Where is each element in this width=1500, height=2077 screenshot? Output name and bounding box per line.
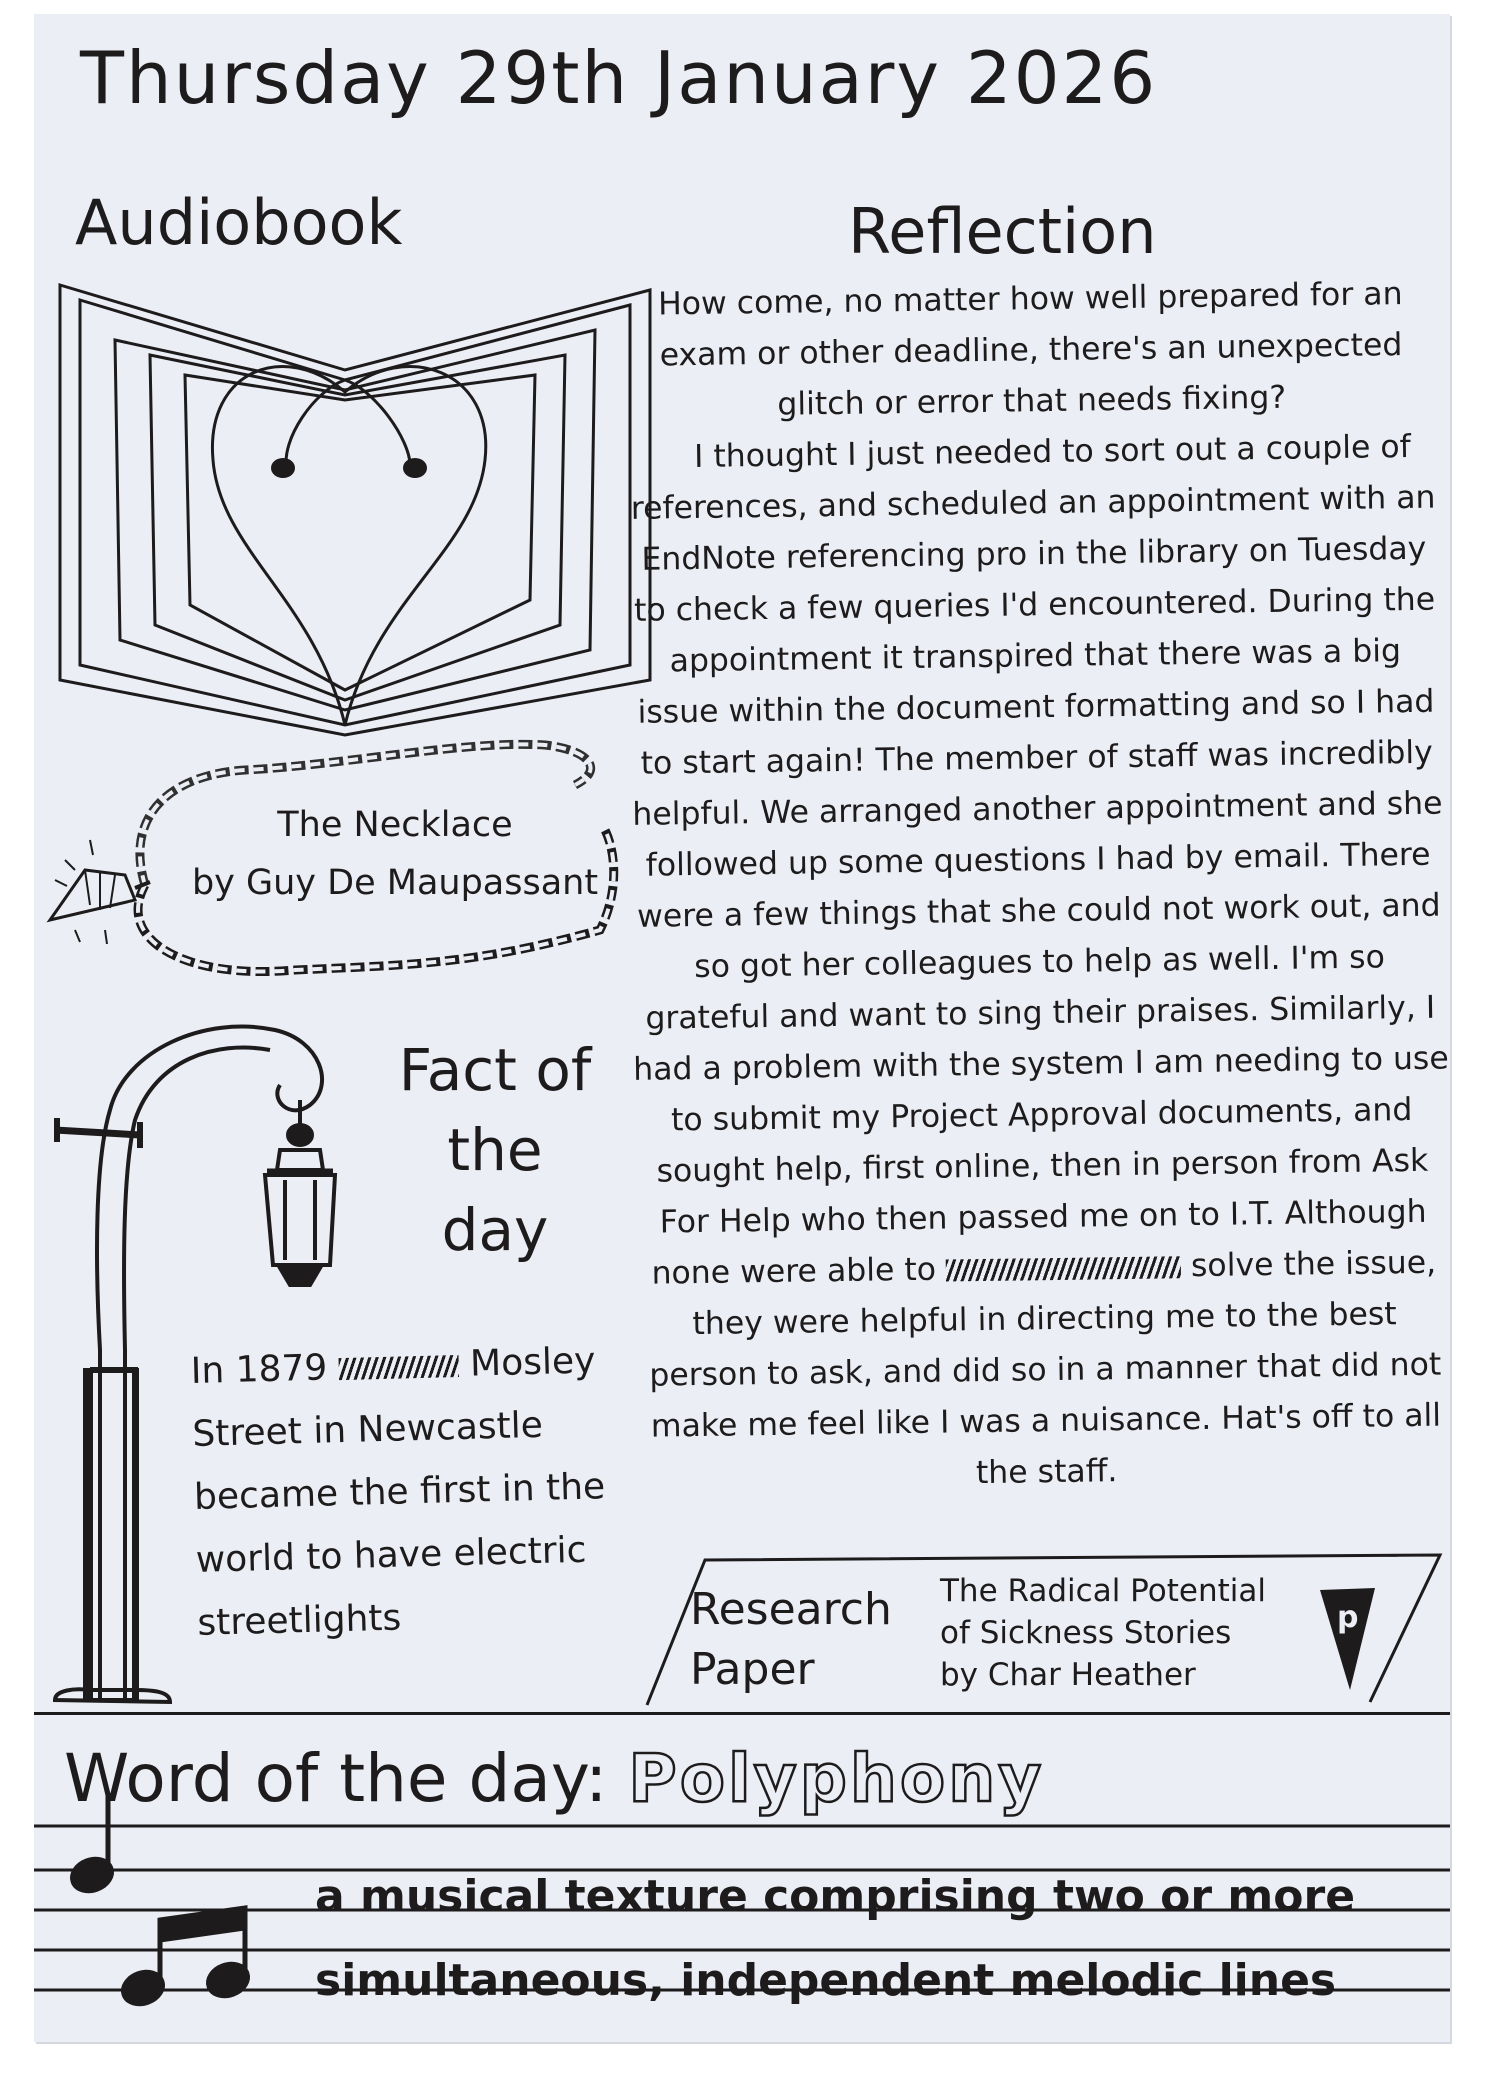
audiobook-title-block <box>175 796 615 912</box>
word-definition-line2: simultaneous, independent melodic lines <box>315 1955 1337 2006</box>
research-label-line1: Research <box>690 1584 892 1635</box>
reflection-paragraph-2-part1: I thought I just needed to sort out a couple of references, and scheduled an appointment with an EndNote referencing pro in the library on Tuesday to check a few queries I'd encountered. During the appointment it transpired that there was a big issue within the document formatting and so I had to start again! The member of staff was incredibly helpful. We arranged another appointment and she followed up some questions I had by email. There were a few things that she could not work out, and so got her colleagues to help as well. I'm so grateful and want to sing their praises. Similarly, I had a problem with the system I am needing to use to submit my Project Approval documents, and sought help, first online, then in person from Ask For Help who then passed me on to I.T. Although none were able to <box>630 428 1449 1292</box>
audiobook-title: The Necklace <box>277 805 513 845</box>
reflection-paragraph-2 <box>622 422 1457 1504</box>
word-definition-line1: a musical texture comprising two or more <box>315 1871 1356 1922</box>
music-note-icon <box>40 1790 280 2010</box>
reflection-body <box>620 269 1457 1504</box>
fact-text <box>190 1328 648 1655</box>
book-heart-earphones-icon <box>55 280 655 740</box>
crossed-out-scribble <box>946 1256 1181 1281</box>
research-paper-info <box>940 1570 1266 1696</box>
fact-heading <box>380 1030 610 1270</box>
research-paper-title-line2: of Sickness Stories <box>940 1615 1232 1651</box>
crossed-out-scribble <box>338 1355 459 1380</box>
word-definition <box>315 1855 1355 2023</box>
reflection-heading: Reflection <box>848 195 1157 268</box>
research-badge-icon: p <box>1337 1600 1359 1635</box>
research-paper-title-line1: The Radical Potential <box>940 1573 1266 1609</box>
research-paper-author: by Char Heather <box>940 1657 1196 1693</box>
section-divider <box>34 1712 1450 1715</box>
audiobook-author: by Guy De Maupassant <box>191 863 599 903</box>
reflection-paragraph-2-part2: solve the issue, they were helpful in directing me to the best person to ask, and did so in a manner that did not make me feel like I was a nuisance. Hat's off to all the staff. <box>649 1244 1442 1492</box>
fact-heading-line3: day <box>441 1196 549 1264</box>
audiobook-heading: Audiobook <box>75 186 403 259</box>
fact-heading-line1: Fact of <box>398 1036 592 1104</box>
fact-text-start: In 1879 <box>190 1347 328 1392</box>
page-date: Thursday 29th January 2026 <box>80 36 1158 120</box>
reflection-paragraph-1: How come, no matter how well prepared for an exam or other deadline, there's an unexpected glitch or error that needs fixing? <box>657 276 1403 423</box>
fact-heading-line2: the <box>447 1116 543 1184</box>
research-label-line2: Paper <box>690 1644 815 1695</box>
research-label <box>690 1580 892 1700</box>
fact-text-rest: Mosley Street in Newcastle became the first in the world to have electric streetlights <box>191 1340 606 1644</box>
word-of-day-word: Polyphony <box>628 1740 1045 1817</box>
word-of-day-label: Word of the day: <box>64 1740 608 1817</box>
